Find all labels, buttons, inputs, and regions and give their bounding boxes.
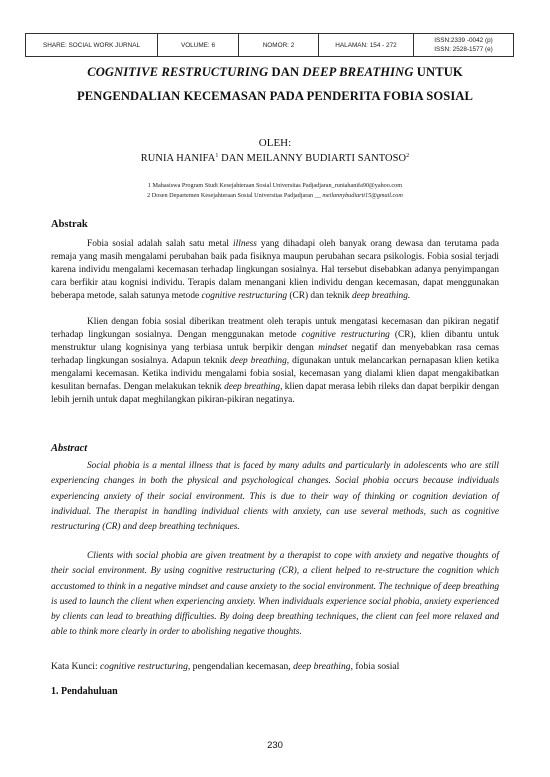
oleh-label: OLEH: [258, 137, 292, 149]
abstrak-paragraph-2: Klien dengan fobia sosial diberikan treatment oleh terapis untuk mengatasi kecemasan dan pikiran negatif terhadap lingkungan sosialnya. Dengan menggunakan metode cognitive restructuring (CR), klien dibantu untuk menstruktur ulang kognisinya yang terbiasa untuk berpikir dengan mindset negatif dan menyebabkan rasa cemas terhadap lingkungan sosialnya. Adapun teknik deep breathing, digunakan untuk melancarkan pernapasan klien ketika mengalami kecemasan. Ketika individu mengalami fobia sosial, kecemasan yang dialami klien dapat mengakibatkan kesulitan bernafas. Dengan melakukan teknik deep breathing, klien dapat merasa lebih rileks dan dapat berpikir dengan lebih jernih untuk dapat meghilangkan pikiran-pikiran negatinya. [51, 317, 499, 405]
title-tail: UNTUK [413, 65, 463, 79]
abstrak-paragraph-1: Fobia sosial adalah salah satu metal illness yang dihadapi oleh banyak orang dewasa dan terutama pada remaja yang masih mengalami perubahan baik pada fisiknya maupun perubahan secara psikologis. Fobia sosial terjadi karena individu mengalami kecemasan terhadap lingkungan sosialnya. Hal tersebut disebabkan adanya penyimpangan cara berfikir atau kognisi individu. Terapis dalam menangani klien individu dengan kecemasan, dapat menggunakan beberapa metode, salah satunya metode cognitive restructuring (CR) dan teknik deep breathing. [51, 239, 500, 301]
authors-line [0, 153, 550, 164]
paper-title-line1 [20, 65, 530, 80]
abstract-heading: Abstract [51, 443, 88, 454]
affiliation-2 [0, 192, 550, 199]
header-issn [414, 34, 513, 56]
title-italic-b: DEEP BREATHING [302, 65, 414, 79]
header-journal-name: SHARE: SOCIAL WORK JURNAL [26, 34, 158, 56]
author-1-sup: 1 [215, 153, 219, 159]
keywords-line: Kata Kunci: cognitive restructuring, pengendalian kecemasan, deep breathing, fobia sosial [51, 661, 400, 672]
author-2-sup: 2 [406, 153, 410, 159]
author-1: RUNIA HANIFA [140, 153, 216, 164]
affiliation-1: 1 Mahasiswa Program Studi Kesejahteraan Sosial Universitas Padjadjaran_runiahanifa90@yahoo.com [147, 182, 403, 189]
title-dan: DAN [268, 65, 303, 79]
journal-header-table [25, 33, 514, 57]
header-nomor: NOMOR: 2 [239, 34, 319, 56]
issn-print: ISSN:2339 -0042 (p) [434, 37, 493, 44]
paper-title-line2: PENGENDALIAN KECEMASAN PADA PENDERITA FOBIA SOSIAL [76, 89, 474, 103]
affiliation-2-email: meilannybudiarti15@gmail.com [322, 192, 403, 199]
title-italic-a: COGNITIVE RESTRUCTURING [87, 65, 269, 79]
page-number: 230 [267, 740, 283, 751]
section-1-heading: 1. Pendahuluan [51, 686, 118, 697]
issn-online: ISSN: 2528-1577 (e) [434, 46, 493, 53]
header-halaman: HALAMAN: 154 - 272 [319, 34, 414, 56]
header-volume: VOLUME: 6 [158, 34, 239, 56]
abstract-paragraph-1: Social phobia is a mental illness that is faced by many adults and particularly in adolescents who are still experiencing changes in both the physical and psychological changes. Social phobia occurs because individuals experiencing anxiety of their social environment. This is due to their way of thinking or cognition deviation of individual. The therapist in handling individual clients with anxiety, can use several methods, such as cognitive restructuring (CR) and deep breathing techniques. [51, 461, 499, 533]
author-2: DAN MEILANNY BUDIARTI SANTOSO [218, 153, 407, 164]
affiliation-2-text: 2 Dosen Departemen Kesejahteraan Sosial Universitas Padjadjaran __ [147, 192, 323, 199]
abstrak-heading: Abstrak [51, 219, 88, 230]
abstract-paragraph-2: Clients with social phobia are given treatment by a therapist to cope with anxiety and negative thoughts of their social environment. By using cognitive restructuring (CR), a client helped to re-structure the cognition which accustomed to think in a negative mindset and cause anxiety to the social environment. The technique of deep breathing is used to launch the client when experiencing anxiety. When individuals experience social phobia, anxiety experienced by clients can lead to breathing difficulties. By doing deep breathing techniques, the client can feel more relaxed and able to think more clearly in order to abolishing negative thoughts. [51, 551, 499, 638]
